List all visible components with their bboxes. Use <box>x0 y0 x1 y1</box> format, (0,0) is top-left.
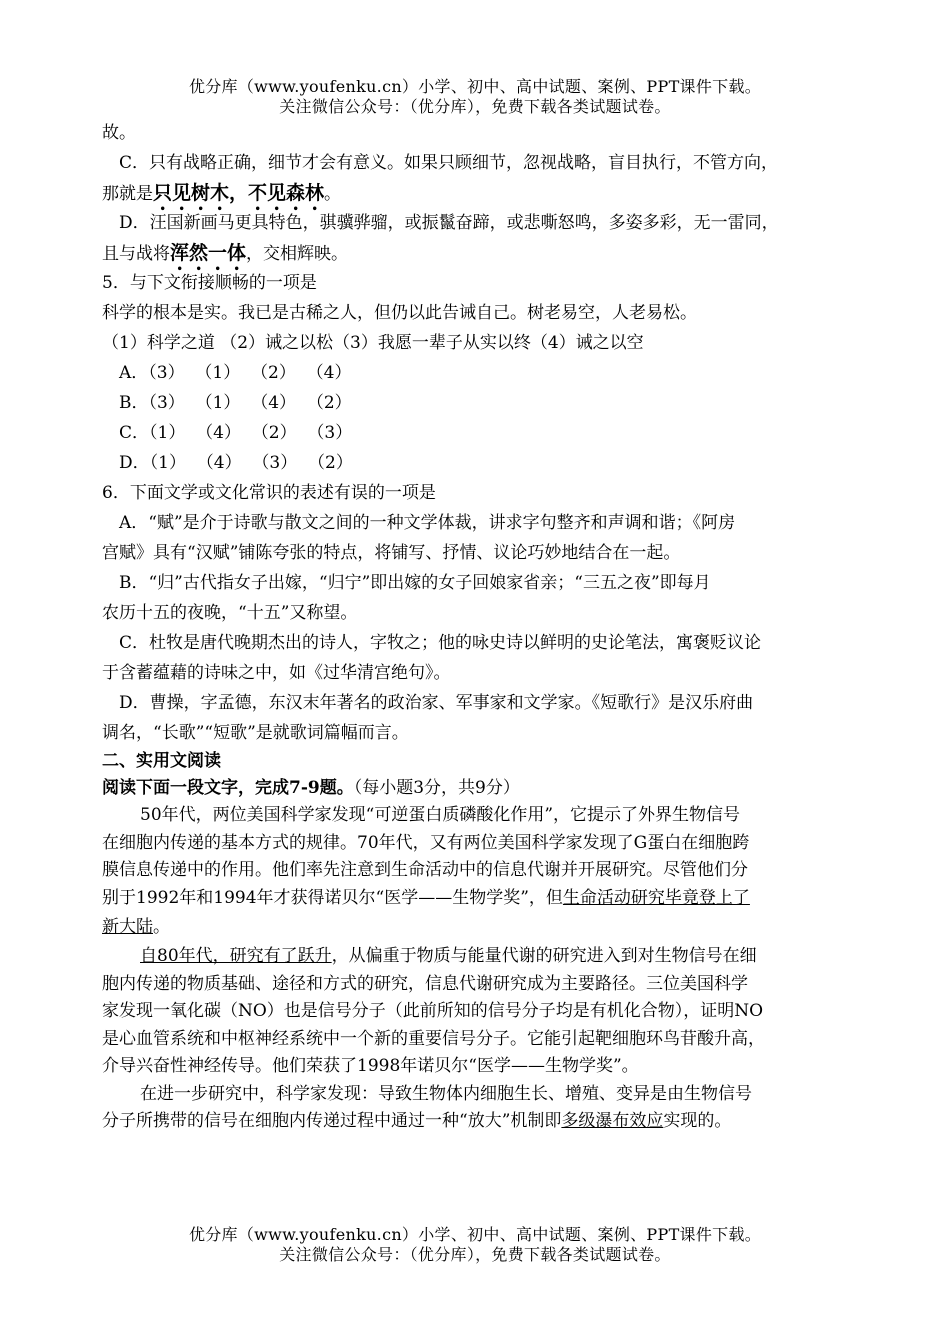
emphasized-phrase: 只见树木，不见森林 <box>153 182 325 204</box>
passage-p1-line4 <box>102 885 850 913</box>
header-line-2: 关注微信公众号：（优分库），免费下载各类试题试卷。 <box>279 97 671 116</box>
q4-option-d-line2 <box>102 238 850 268</box>
q5-option-b: B．（3） （1） （4） （2） <box>119 393 352 413</box>
instruction-bold: 阅读下面一段文字，完成7-9题。 <box>102 778 354 798</box>
q4-continuation: 故。 <box>102 123 136 143</box>
text-run: 分子所携带的信号在细胞内传递过程中通过一种“放大”机制即 <box>102 1111 562 1131</box>
passage-p2-line5: 介导兴奋性神经传导。他们荣获了1998年诺贝尔“医学——生物学奖”。 <box>102 1056 639 1076</box>
underlined-phrase: 生命活动研究毕竟登上了 <box>562 887 750 908</box>
passage-p2-line1 <box>102 943 850 971</box>
underlined-phrase: 新大陆 <box>102 917 153 937</box>
underlined-phrase: 多级瀑布效应 <box>561 1111 664 1131</box>
q5-stem: 5．与下文衔接顺畅的一项是 <box>102 273 317 293</box>
text-run: 。 <box>153 917 170 937</box>
q5-option-c: C．（1） （4） （2） （3） <box>119 423 353 443</box>
q6-option-b-line2: 农历十五的夜晚，“十五”又称望。 <box>102 603 358 623</box>
passage-p1-line1: 50年代，两位美国科学家发现“可逆蛋白质磷酸化作用”，它提示了外界生物信号 <box>140 805 741 825</box>
passage-p3-line2 <box>102 1108 850 1136</box>
passage-p1-line5 <box>102 912 850 943</box>
passage-p1-line2: 在细胞内传递的基本方式的规律。70年代，又有两位美国科学家发现了G蛋白在细胞跨 <box>102 832 750 853</box>
passage-p2-line4: 是心血管系统和中枢神经系统中一个新的重要信号分子。它能引起靶细胞环鸟苷酸升高， <box>102 1028 765 1049</box>
q6-option-a-line2: 宫赋》具有“汉赋”铺陈夸张的特点，将铺写、抒情、议论巧妙地结合在一起。 <box>102 543 681 563</box>
header-line-1: 优分库（www.youfenku.cn）小学、初中、高中试题、案例、PPT课件下载。 <box>188 77 762 96</box>
passage-p2-line3: 家发现一氧化碳（NO）也是信号分子（此前所知的信号分子均是有机化合物），证明NO <box>102 1001 764 1021</box>
text-run: 且与战将 <box>102 244 170 264</box>
text-run: 实现的。 <box>663 1111 732 1131</box>
underlined-phrase: 自80年代，研究有了跃升 <box>140 946 332 966</box>
q6-option-d-line2: 调名，“长歌”“短歌”是就歌词篇幅而言。 <box>102 723 409 743</box>
q6-option-b-line1: B．“归”古代指女子出嫁，“归宁”即出嫁的女子回娘家省亲；“三五之夜”即每月 <box>119 573 711 593</box>
q6-option-c-line1: C．杜牧是唐代晚期杰出的诗人，字牧之；他的咏史诗以鲜明的史论笔法，寓褒贬议论 <box>119 633 762 653</box>
emphasized-phrase: 浑然一体 <box>170 242 247 264</box>
footer-line-1: 优分库（www.youfenku.cn）小学、初中、高中试题、案例、PPT课件下载。 <box>188 1225 762 1244</box>
q4-option-c-line1: C．只有战略正确，细节才会有意义。如果只顾细节，忽视战略，盲目执行，不管方向， <box>119 153 779 173</box>
reading-instruction <box>102 775 850 802</box>
q5-option-d: D．（1） （4） （3） （2） <box>119 453 353 473</box>
q6-option-d-line1: D．曹操，字孟德，东汉末年著名的政治家、军事家和文学家。《短歌行》是汉乐府曲 <box>119 693 754 713</box>
q5-items: （1）科学之道 （2）诫之以松（3）我愿一辈子从实以终（4）诫之以空 <box>102 333 644 353</box>
instruction-score: （每小题3分，共9分） <box>353 778 520 798</box>
text-run: 那就是 <box>102 184 153 204</box>
passage-p1-line3: 膜信息传递中的作用。他们率先注意到生命活动中的信息代谢并开展研究。尽管他们分 <box>102 860 748 880</box>
q6-stem: 6．下面文学或文化常识的表述有误的一项是 <box>102 483 436 503</box>
q4-option-d-line1: D．汪国新画马更具特色，骐骥骅骝，或振鬣奋蹄，或悲嘶怒鸣，多姿多彩，无一雷同， <box>119 213 779 233</box>
text-run: 别于1992年和1994年才获得诺贝尔“医学——生物学奖”，但 <box>102 887 563 908</box>
text-run: ，从偏重于物质与能量代谢的研究进入到对生物信号在细 <box>331 946 757 966</box>
q4-option-c-line2 <box>102 178 850 208</box>
text-run: 。 <box>324 184 342 204</box>
footer-line-2: 关注微信公众号：（优分库），免费下载各类试题试卷。 <box>279 1245 671 1264</box>
document-body <box>102 118 850 1136</box>
q6-option-c-line2: 于含蓄蕴藉的诗味之中，如《过华清宫绝句》。 <box>102 663 451 683</box>
q5-option-a: A．（3） （1） （2） （4） <box>119 363 352 383</box>
passage-p3-line1: 在进一步研究中，科学家发现：导致生物体内细胞生长、增殖、变异是由生物信号 <box>140 1083 752 1104</box>
section-heading: 二、实用文阅读 <box>102 751 221 771</box>
passage-p2-line2: 胞内传递的物质基础、途径和方式的研究，信息代谢研究成为主要路径。三位美国科学 <box>102 973 748 994</box>
q6-option-a-line1: A．“赋”是介于诗歌与散文之间的一种文学体裁，讲求字句整齐和声调和谐；《阿房 <box>119 513 736 533</box>
q5-text: 科学的根本是实。我已是古稀之人，但仍以此告诫自己。树老易空，人老易松。 <box>102 303 697 323</box>
text-run: ，交相辉映。 <box>246 244 349 264</box>
